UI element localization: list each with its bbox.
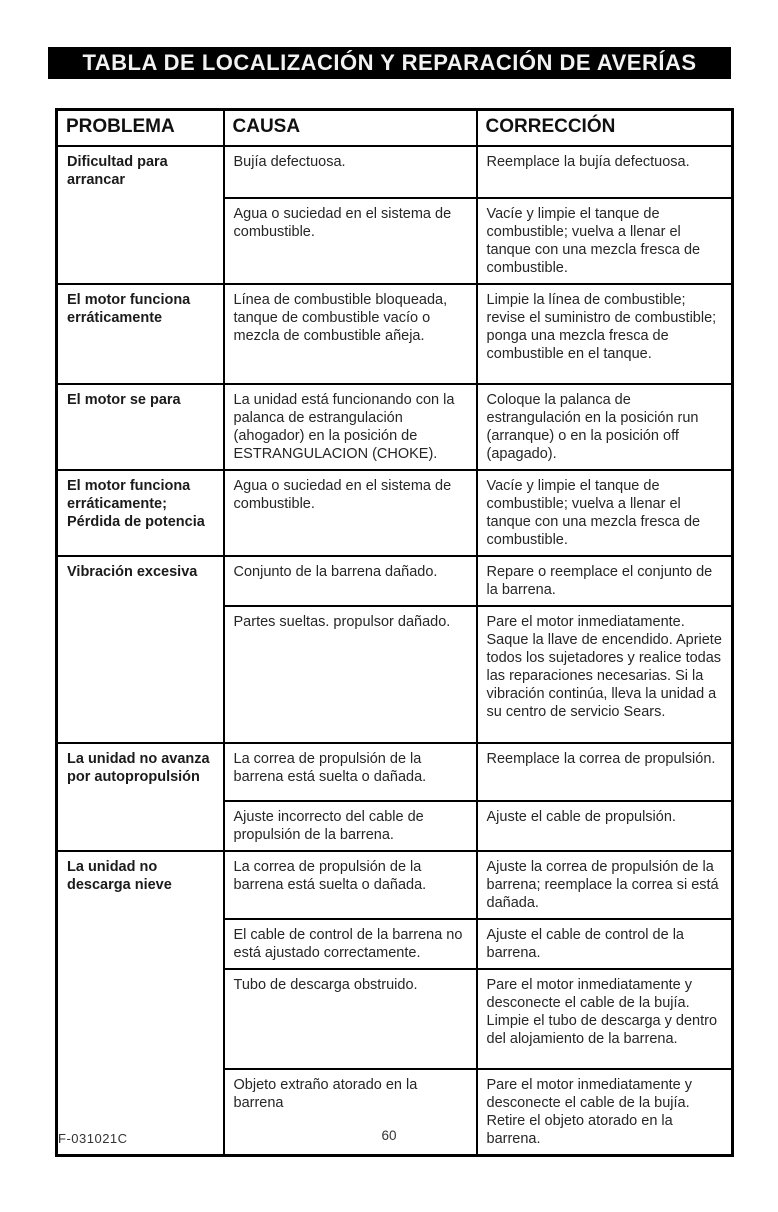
correccion-cell: Reemplace la bujía defectuosa. (477, 146, 733, 198)
page-title: TABLA DE LOCALIZACIÓN Y REPARACIÓN DE AVERÍAS (82, 50, 697, 75)
problema-cell: La unidad no avanza por autopropulsión (57, 743, 224, 851)
problema-cell: El motor se para (57, 384, 224, 470)
problema-cell: La unidad no descarga nieve (57, 851, 224, 1156)
causa-cell: Bujía defectuosa. (224, 146, 477, 198)
table-row (57, 851, 733, 919)
correccion-cell: Ajuste la correa de propulsión de la barrena; reemplace la correa si está dañada. (477, 851, 733, 919)
footer-doc-code: F-031021C (58, 1131, 128, 1146)
causa-cell: Ajuste incorrecto del cable de propulsión de la barrena. (224, 801, 477, 851)
footer-page-number: 60 (381, 1128, 397, 1143)
table-row (57, 556, 733, 606)
correccion-cell: Ajuste el cable de propulsión. (477, 801, 733, 851)
column-header-correccion: CORRECCIÓN (477, 110, 733, 147)
correccion-cell: Pare el motor inmediatamente y desconecte el cable de la bujía. Retire el objeto atorado en la barrena. (477, 1069, 733, 1156)
correccion-cell: Coloque la palanca de estrangulación en la posición run (arranque) o en la posición off (apagado). (477, 384, 733, 470)
causa-cell: La correa de propulsión de la barrena está suelta o dañada. (224, 743, 477, 801)
problema-cell: Vibración excesiva (57, 556, 224, 743)
correccion-cell: Repare o reemplace el conjunto de la barrena. (477, 556, 733, 606)
causa-cell: Tubo de descarga obstruido. (224, 969, 477, 1069)
table-header-row (57, 110, 733, 147)
page-title-banner (48, 47, 731, 79)
table-row (57, 146, 733, 198)
causa-cell: Partes sueltas. propulsor dañado. (224, 606, 477, 743)
table-row (57, 743, 733, 801)
problema-cell: El motor funciona erráticamente; Pérdida de potencia (57, 470, 224, 556)
causa-cell: Conjunto de la barrena dañado. (224, 556, 477, 606)
troubleshooting-table (55, 108, 734, 1157)
correccion-cell: Vacíe y limpie el tanque de combustible; vuelva a llenar el tanque con una mezcla fresca de combustible. (477, 198, 733, 284)
correccion-cell: Vacíe y limpie el tanque de combustible; vuelva a llenar el tanque con una mezcla fresca de combustible. (477, 470, 733, 556)
table-row (57, 284, 733, 384)
table-body (57, 146, 733, 1156)
problema-cell: Dificultad para arrancar (57, 146, 224, 284)
causa-cell: La unidad está funcionando con la palanca de estrangulación (ahogador) en la posición de ESTRANGULACION (CHOKE). (224, 384, 477, 470)
table-row (57, 384, 733, 470)
table-row (57, 470, 733, 556)
causa-cell: Agua o suciedad en el sistema de combustible. (224, 198, 477, 284)
correccion-cell: Pare el motor inmediatamente y desconecte el cable de la bujía. Limpie el tubo de descarga y dentro del alojamiento de la barrena. (477, 969, 733, 1069)
correccion-cell: Ajuste el cable de control de la barrena. (477, 919, 733, 969)
correccion-cell: Limpie la línea de combustible; revise el suministro de combustible; ponga una mezcla fresca de combustible en el tanque. (477, 284, 733, 384)
correccion-cell: Reemplace la correa de propulsión. (477, 743, 733, 801)
causa-cell: Agua o suciedad en el sistema de combustible. (224, 470, 477, 556)
causa-cell: Objeto extraño atorado en la barrena (224, 1069, 477, 1156)
column-header-causa: CAUSA (224, 110, 477, 147)
column-header-problema: PROBLEMA (57, 110, 224, 147)
problema-cell: El motor funciona erráticamente (57, 284, 224, 384)
causa-cell: El cable de control de la barrena no está ajustado correctamente. (224, 919, 477, 969)
correccion-cell: Pare el motor inmediatamente. Saque la llave de encendido. Apriete todos los sujetadores y realice todas las reparaciones necesarias. Si la vibración continúa, lleva la unidad a su centro de servicio Sears. (477, 606, 733, 743)
causa-cell: Línea de combustible bloqueada, tanque de combustible vacío o mezcla de combustible añeja. (224, 284, 477, 384)
causa-cell: La correa de propulsión de la barrena está suelta o dañada. (224, 851, 477, 919)
